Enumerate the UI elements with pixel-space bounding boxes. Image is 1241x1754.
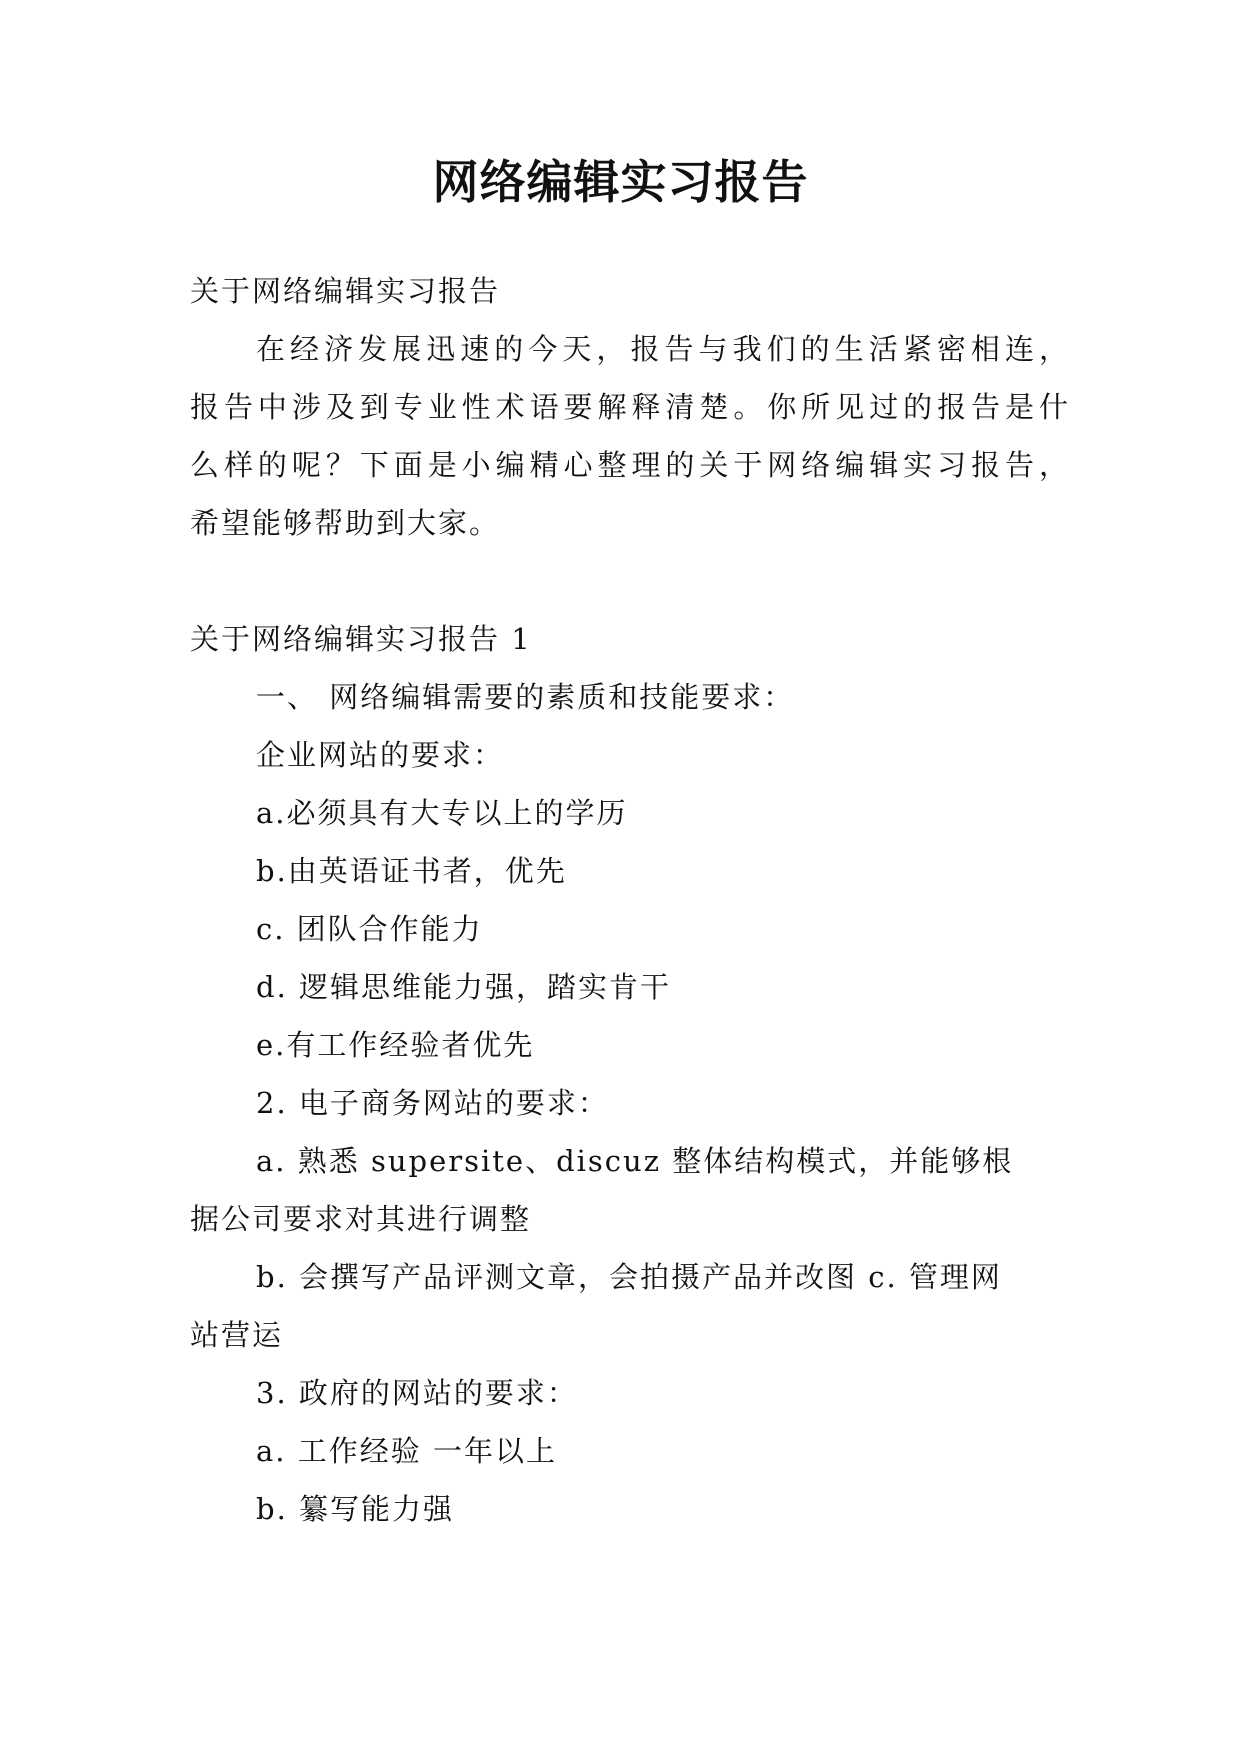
section1-line-11: b. 会撰写产品评测文章，会拍摄产品并改图 c. 管理网 (256, 1260, 1002, 1294)
intro-line-4: 希望能够帮助到大家。 (190, 506, 501, 540)
section1-line-6: d. 逻辑思维能力强，踏实肯干 (256, 970, 672, 1004)
intro-line-1: 在经济发展迅速的今天，报告与我们的生活紧密相连， (256, 332, 1070, 366)
section1-line-7: e.有工作经验者优先 (256, 1028, 535, 1062)
section1-line-3: a.必须具有大专以上的学历 (256, 796, 628, 830)
document-title: 网络编辑实习报告 (432, 155, 809, 209)
section1-line-10: 据公司要求对其进行调整 (190, 1202, 532, 1236)
intro-heading: 关于网络编辑实习报告 (190, 274, 501, 308)
section1-line-2: 企业网站的要求： (256, 738, 505, 772)
section1-line-13: 3. 政府的网站的要求： (256, 1376, 578, 1410)
section1-line-1: 一、 网络编辑需要的素质和技能要求： (256, 680, 795, 714)
section1-line-12: 站营运 (190, 1318, 284, 1352)
intro-line-3: 么样的呢？下面是小编精心整理的关于网络编辑实习报告， (190, 448, 1070, 482)
intro-line-2: 报告中涉及到专业性术语要解释清楚。你所见过的报告是什 (190, 390, 1070, 424)
section1-line-15: b. 纂写能力强 (256, 1492, 455, 1526)
section1-line-4: b.由英语证书者，优先 (256, 854, 567, 888)
section1-line-9: a. 熟悉 supersite、discuz 整体结构模式，并能够根 (256, 1144, 1014, 1178)
document-body (190, 262, 1070, 1538)
paragraph-spacer (190, 552, 1070, 610)
section1-line-14: a. 工作经验 一年以上 (256, 1434, 557, 1468)
section1-line-5: c. 团队合作能力 (256, 912, 483, 946)
section1-line-8: 2. 电子商务网站的要求： (256, 1086, 609, 1120)
section1-heading: 关于网络编辑实习报告 1 (190, 622, 532, 656)
